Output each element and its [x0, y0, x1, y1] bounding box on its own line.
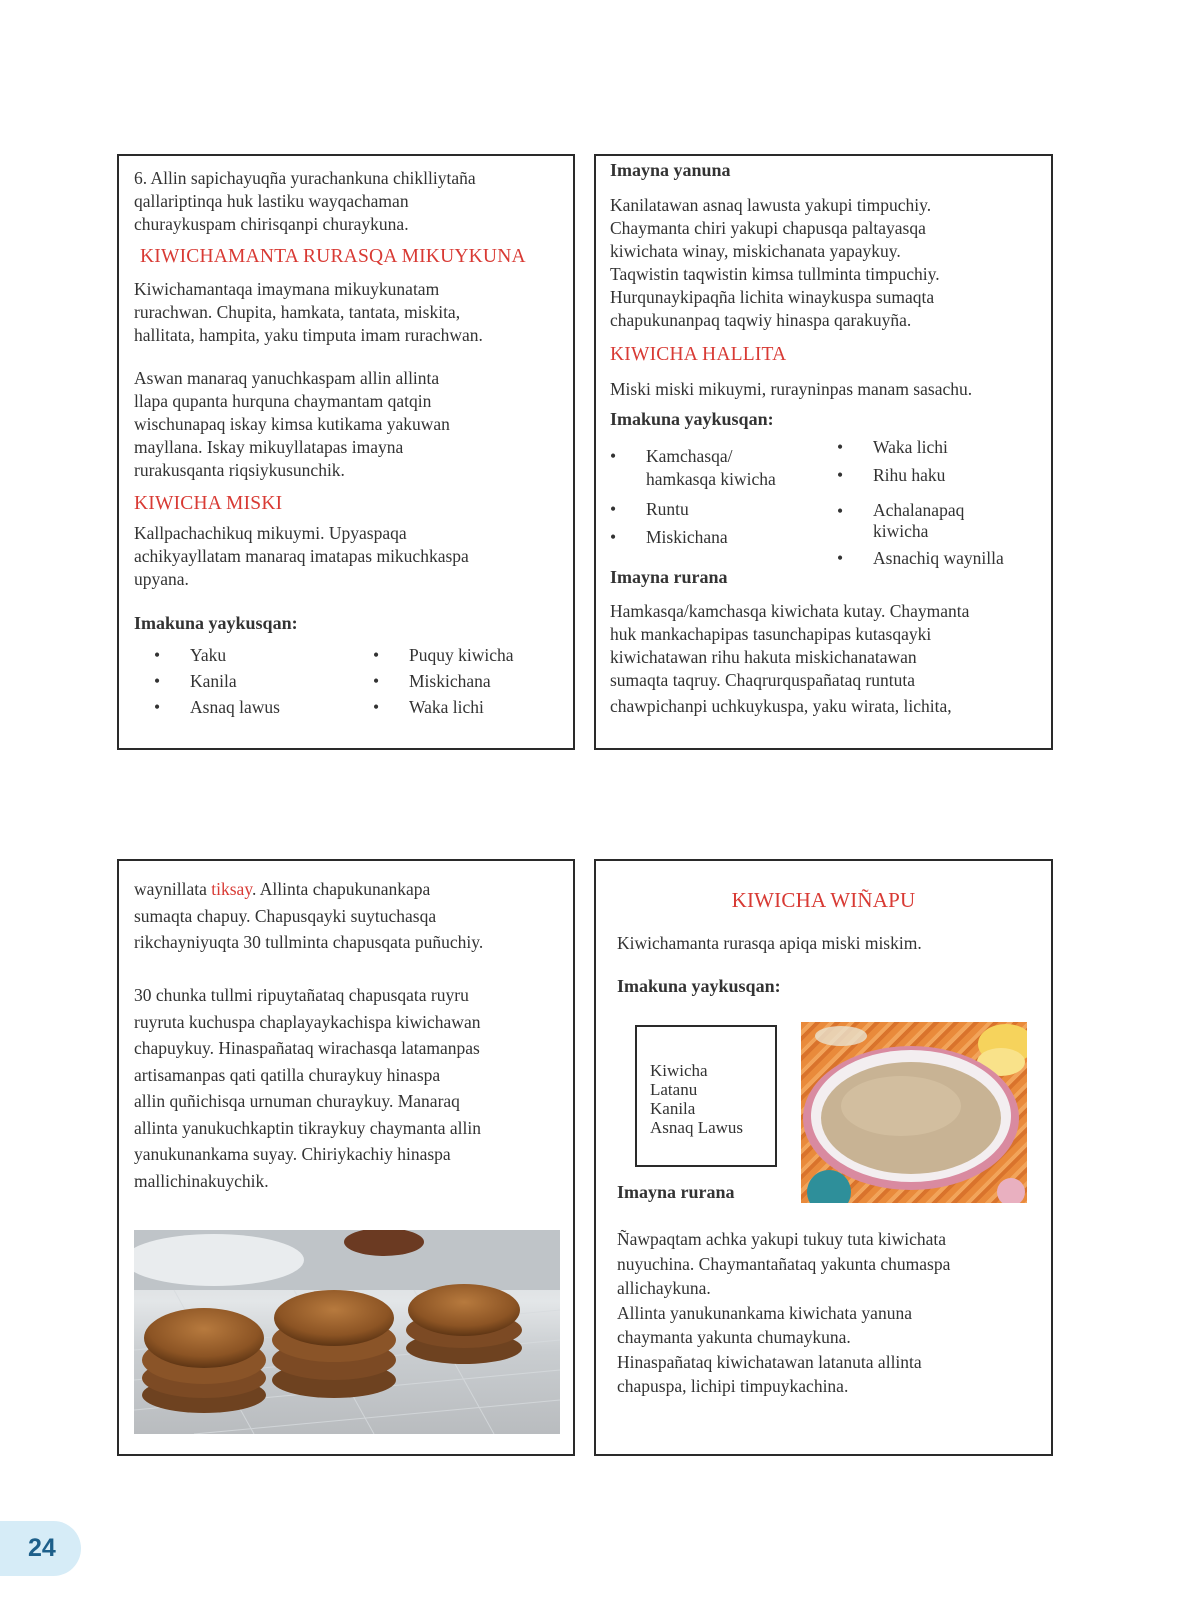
- ingredients-box: Kiwicha Latanu Kanila Asnaq Lawus: [635, 1025, 777, 1167]
- paragraph: Hamkasqa/kamchasqa kiwichata kutay. Chaymanta huk mankachapipas tasunchapipas kutasqayki kiwichatawan rihu hakuta miskichanatawan sumaqta taqruy. Chaqrurquspañataq runtuta chawpichanpi uchkuykuspa, yaku wirata, lichita,: [610, 601, 970, 716]
- recipe-card-continued: [117, 859, 575, 1456]
- ingredients-title: Imakuna yaykusqan:: [610, 409, 774, 429]
- ingredients-title: Imakuna yaykusqan:: [134, 613, 298, 633]
- paragraph: Miski miski mikuymi, rurayninpas manam sasachu.: [610, 379, 973, 399]
- page-number: 24: [0, 1521, 81, 1576]
- recipe-card-kiwicha-hallita: Imayna yanuna Kanilatawan asnaq lawusta yakupi timpuchiy. Chaymanta chiri yakupi chapusqa paltayasqa kiwichata winay, miskichanata yapaykuy. Taqwistin taqwistin kimsa tullminta timpuchiy. Hurqunaykipaqña lichita winaykuspa sumaqta chapukunanpaq taqwiy hinaspa qarakuyña. KIWICHA HALLITA Miski miski mikuymi, rurayninpas manam sasachu. Imakuna yaykusqan: • Kamchasqa/ hamkasqa kiwicha • Runtu • Miskichana • Waka lichi • Rihu haku • Achalanapaq kiwicha • Asnachiq waynilla Imayna rurana Hamkasqa/kamchasqa kiwichata kutay. Chaymanta huk mankachapipas tasunchapipas kutasqayki kiwichatawan rihu hakuta miskichanatawan sumaqta taqruy. Chaqrurquspañataq runtuta chawpichanpi uchkuykuspa, yaku wirata, lichita,: [594, 154, 1053, 750]
- method-title: Imayna yanuna: [610, 160, 731, 180]
- paragraph: Ñawpaqtam achka yakupi tukuy tuta kiwichata nuyuchina. Chaymantañataq yakunta chumaspa allichaykuna. Allinta yanukunankama kiwichata yanuna chaymanta yakunta chumaykuna. Hinaspañataq kiwichatawan latanuta allinta chapuspa, lichipi timpuykachina.: [617, 1229, 951, 1396]
- cookies-illustration: [134, 1230, 560, 1434]
- porridge-illustration: [801, 1022, 1027, 1203]
- paragraph: Aswan manaraq yanuchkaspam allin allinta llapa qupanta hurquna chaymantam qatqin wischunapaq iskay kimsa kutikama yakuwan mayllana. Iskay mikuyllatapas imayna rurakusqanta riqsiykusunchik.: [134, 368, 450, 480]
- recipe-title: KIWICHA HALLITA: [610, 344, 787, 365]
- paragraph: 30 chunka tullmi ripuytañataq chapusqata ruyru ruyruta kuchuspa chaplayaykachispa kiwichawan chapuykuy. Hinaspañataq wirachasqa latamanpas artisamanpas qati qatilla churaykuy hinaspa allin quñichisqa urnuman churaykuy. Manaraq allinta yanukuchkaptin tikraykuy chaymanta allin yanukunankama suyay. Chiriykachiy hinaspa mallichinakuychik.: [134, 985, 481, 1191]
- text-line: waynillata tiksay. Allinta chapukunankapa: [134, 879, 431, 899]
- paragraph: Kiwichamanta rurasqa apiqa miski miskim.: [617, 933, 922, 953]
- method-title: Imayna rurana: [610, 567, 728, 587]
- intro-paragraph: 6. Allin sapichayuqña yurachankuna chiklliytaña qallariptinqa huk lastiku wayqachaman churaykuspam chirisqanpi churaykuna.: [134, 168, 476, 234]
- section-heading: KIWICHAMANTA RURASQA MIKUYKUNA: [140, 246, 526, 267]
- paragraph: Kiwichamantaqa imaymana mikuykunatam rurachwan. Chupita, hamkata, tantata, miskita, hallitata, hampita, yaku timputa imam rurachwan.: [134, 279, 483, 345]
- porridge-bowl-photo: [801, 1022, 1027, 1203]
- ingredients-title: Imakuna yaykusqan:: [617, 976, 781, 996]
- recipe-title: KIWICHA WIÑAPU: [731, 888, 916, 912]
- paragraph: Kallpachachikuq mikuymi. Upyaspaqa achikyayllatam manaraq imatapas mikuchkaspa upyana.: [134, 523, 469, 589]
- paragraph: waynillata tiksay. Allinta chapukunankapa sumaqta chapuy. Chapusqayki suytuchasqa rikchayniyuqta 30 tullminta chapusqata puñuchiy.: [134, 876, 483, 956]
- glossary-word: tiksay: [211, 879, 252, 899]
- cookies-photo: [134, 1230, 560, 1434]
- recipe-card-kiwicha-winapu: [594, 859, 1053, 1456]
- recipe-card-kiwicha-miski: 6. Allin sapichayuqña yurachankuna chiklliytaña qallariptinqa huk lastiku wayqachaman churaykuspam chirisqanpi churaykuna. KIWICHAMANTA RURASQA MIKUYKUNA Kiwichamantaqa imaymana mikuykunatam rurachwan. Chupita, hamkata, tantata, miskita, hallitata, hampita, yaku timputa imam rurachwan. Aswan manaraq yanuchkaspam allin allinta llapa qupanta hurquna chaymantam qatqin wischunapaq iskay kimsa kutikama yakuwan mayllana. Iskay mikuyllatapas imayna rurakusqanta riqsiykusunchik. KIWICHA MISKI Kallpachachikuq mikuymi. Upyaspaqa achikyayllatam manaraq imatapas mikuchkaspa upyana. Imakuna yaykusqan: • Yaku • Kanila • Asnaq lawus • Puquy kiwicha • Miskichana • Waka lichi: [117, 154, 575, 750]
- method-title: Imayna rurana: [617, 1182, 735, 1202]
- recipe-title: KIWICHA MISKI: [134, 493, 283, 514]
- paragraph: Kanilatawan asnaq lawusta yakupi timpuchiy. Chaymanta chiri yakupi chapusqa paltayasqa kiwichata winay, miskichanata yapaykuy. Taqwistin taqwistin kimsa tullminta timpuchiy. Hurqunaykipaqña lichita winaykuspa sumaqta chapukunanpaq taqwiy hinaspa qarakuyña.: [610, 195, 940, 330]
